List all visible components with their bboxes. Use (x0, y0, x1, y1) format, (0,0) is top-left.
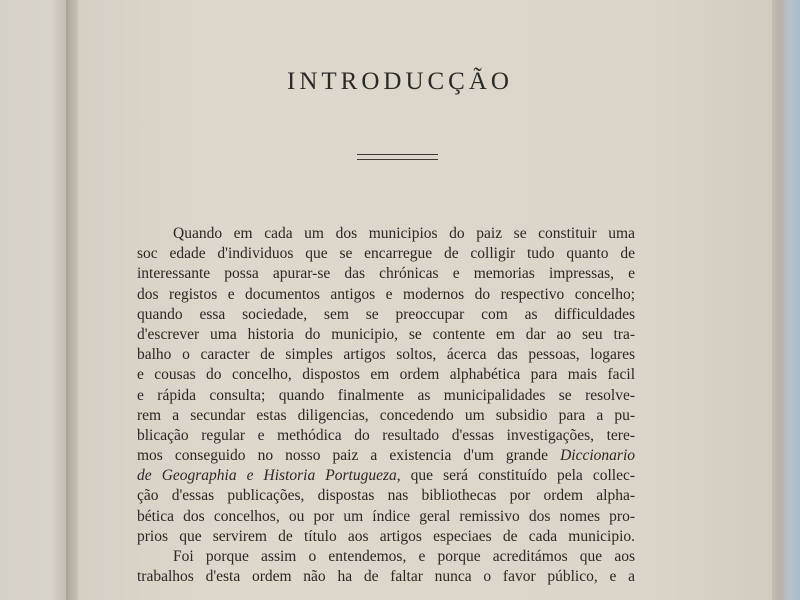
text-line: Quando em cada um dos municipios do paiz se constituir uma (173, 225, 635, 242)
text-line: dos registos e documentos antigos e modernos do respectivo concelho; (137, 285, 635, 303)
italic-title: Diccionario (560, 447, 636, 465)
body-text (137, 224, 635, 587)
text-line: ção d'essas publicações, dispostas nas bibliothecas por ordem alpha- (137, 487, 635, 505)
text-line: e cousas do concelho, dispostos em ordem alphabética para mais facil (137, 366, 635, 384)
ornamental-rule-top (357, 154, 438, 155)
text-line: Foi porque assim o entendemos, e porque acreditámos que aos (173, 548, 635, 565)
text-line: rem a secundar estas diligencias, concedendo um subsidio para a pu- (137, 406, 635, 424)
text-line: blicação regular e methódica do resultado d'essas investigações, tere- (137, 426, 635, 444)
text-line (137, 466, 635, 486)
text-line (137, 446, 635, 466)
chapter-title: INTRODUCÇÃO (287, 68, 513, 95)
text-line: interessante possa apurar-se das chrónicas e memorias impressas, e (137, 265, 635, 283)
ornamental-rule-bottom (357, 159, 438, 160)
text-line: soc edade d'individuos que se encarregue de colligir tudo quanto de (137, 245, 635, 263)
text-line: prios que servirem de título aos artigos especiaes de cada municipio. (137, 527, 635, 545)
text-span: , que será constituído pela collec- (396, 467, 636, 485)
italic-title: de (137, 467, 152, 485)
text-line: balho o caracter de simples artigos soltos, ácerca das pessoas, logares (137, 346, 635, 364)
text-line: quando essa sociedade, sem se preoccupar com as difficuldades (137, 305, 635, 323)
text-span: mos conseguido no nosso paiz a existencia d'um grande (137, 447, 549, 465)
text-line: trabalhos d'esta ordem não ha de faltar nunca o favor público, e a (137, 568, 635, 586)
text-line: bética dos concelhos, ou por um índice geral remissivo dos nomes pro- (137, 507, 635, 525)
text-line: e rápida consulta; quando finalmente as municipalidades se resolve- (137, 386, 635, 404)
italic-title: Geographia e Historia Portugueza (161, 467, 397, 485)
text-line: d'escrever uma historia do municipio, se contente em dar ao seu tra- (137, 325, 635, 343)
